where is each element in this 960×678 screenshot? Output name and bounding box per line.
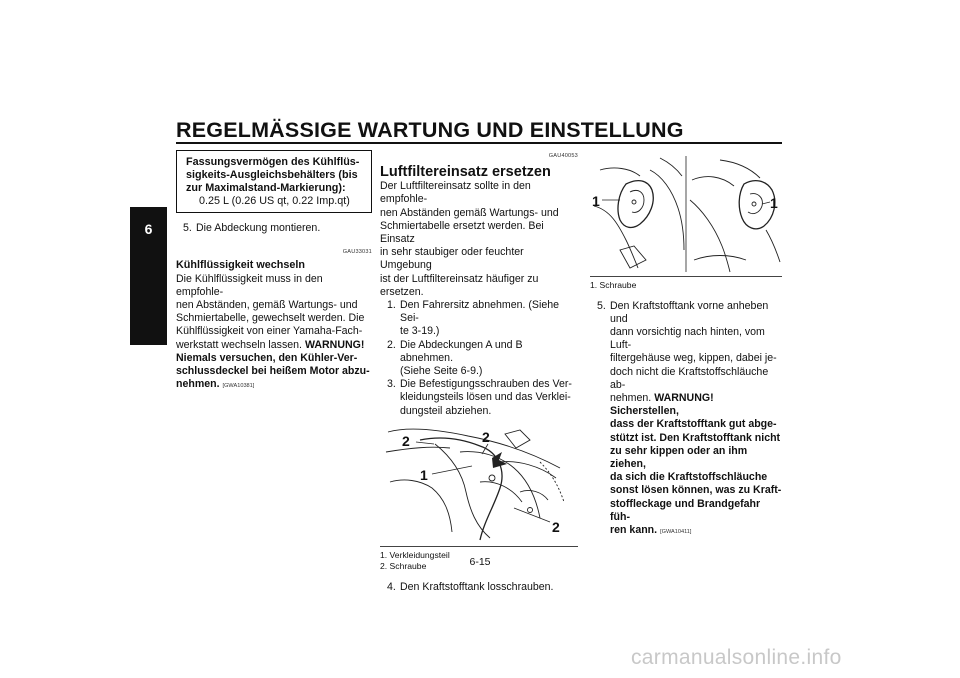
step-line: Den Fahrersitz abnehmen. (Siehe Sei-: [400, 299, 559, 325]
step-4: [380, 581, 578, 594]
step-line: Den Kraftstofftank vorne anheben und: [610, 299, 769, 325]
step-line: kleidungsteils lösen und das Verklei-: [400, 391, 571, 404]
callout-1: 1: [770, 195, 778, 211]
step-line: doch nicht die Kraftstoffschläuche ab-: [610, 365, 769, 391]
warning-label: WARNUNG! Sicherstellen,: [610, 391, 714, 418]
step-line: nehmen.: [610, 391, 652, 404]
body-line: werkstatt wechseln lassen.: [176, 338, 303, 351]
step-line: dann vorsichtig nach hinten, vom Luft-: [610, 325, 765, 352]
watermark: carmanualsonline.info: [631, 646, 842, 669]
capacity-box: [176, 150, 372, 213]
warning-line: ren kann.: [610, 523, 658, 536]
intro-line: nen Abständen gemäß Wartungs- und: [380, 206, 559, 219]
step-5: [176, 222, 372, 235]
step-number: 5.: [183, 222, 192, 234]
title-rule: [176, 142, 782, 144]
legend-item: 1. Schraube: [590, 280, 637, 290]
fuel-tank-figure: [590, 150, 782, 276]
warning-line: nehmen.: [176, 378, 220, 391]
body-line: Schmiertabelle, gewechselt werden. Die: [176, 312, 365, 325]
step-2: [380, 339, 578, 379]
section-heading: Luftfiltereinsatz ersetzen: [380, 164, 551, 181]
column-1: [176, 150, 372, 393]
step-line: te 3-19.): [400, 325, 440, 338]
section-heading: Kühlflüssigkeit wechseln: [176, 259, 305, 272]
intro-text: [380, 180, 578, 299]
warning-line: zu sehr kippen oder an ihm ziehen,: [610, 444, 748, 470]
capacity-value: 0.25 L (0.26 US qt, 0.22 Imp.qt): [199, 195, 350, 207]
warning-line: dass der Kraftstofftank gut abge-: [610, 418, 777, 431]
step-5: [590, 300, 782, 540]
capacity-label-line: zur Maximalstand-Markierung):: [186, 182, 346, 194]
warning-line: sonst lösen können, was zu Kraft-: [610, 484, 782, 497]
legend-item: 2. Schraube: [380, 561, 427, 572]
step-line: Die Befestigungsschrauben des Ver-: [400, 378, 572, 391]
step-number: 5.: [597, 299, 606, 312]
step-number: 1.: [387, 299, 396, 312]
page-number: 6-15: [469, 556, 491, 568]
body-text: [176, 273, 372, 394]
callout-1: 1: [420, 466, 428, 483]
intro-line: in sehr staubiger oder feuchter Umgebung: [380, 246, 524, 272]
callout-2: 2: [402, 432, 410, 449]
column-2: [380, 150, 578, 594]
intro-line: Schmiertabelle ersetzt werden. Bei Einsatz: [380, 219, 544, 246]
warning-label: WARNUNG!: [304, 338, 365, 351]
body-line: Die Kühlflüssigkeit muss in den empfohle-: [176, 272, 323, 298]
warning-line: stützt ist. Den Kraftstofftank nicht: [610, 431, 781, 444]
warning-line: da sich die Kraftstoffschläuche: [610, 471, 768, 484]
step-line: dungsteil abziehen.: [400, 404, 492, 417]
step-3: [380, 378, 578, 418]
figure-legend: [590, 276, 782, 292]
body-line: Kühlflüssigkeit von einer Yamaha-Fach-: [176, 325, 363, 338]
legend-item: 1. Verkleidungsteil: [380, 549, 450, 560]
step-line: (Siehe Seite 6-9.): [400, 365, 483, 378]
step-line: Die Abdeckungen A und B abnehmen.: [400, 338, 523, 364]
page-title: REGELMÄSSIGE WARTUNG UND EINSTELLUNG: [176, 118, 684, 142]
step-text: Den Kraftstofftank losschrauben.: [400, 580, 554, 593]
callout-1: 1: [592, 193, 600, 209]
column-3: [590, 150, 782, 539]
chapter-tab: 6: [130, 207, 167, 345]
step-line: filtergehäuse weg, kippen, dabei je-: [610, 352, 777, 365]
step-number: 4.: [387, 580, 396, 593]
intro-line: ist der Luftfiltereinsatz häufiger zu ersetzen.: [380, 272, 539, 298]
warning-line: stoffleckage und Brandgefahr füh-: [610, 497, 761, 523]
intro-line: Der Luftfiltereinsatz sollte in den empfohle-: [380, 180, 531, 206]
warning-code: [GWA10411]: [660, 528, 692, 535]
body-line: nen Abständen, gemäß Wartungs- und: [176, 299, 358, 312]
section-code: GAU33031: [342, 249, 372, 256]
fairing-figure: [380, 422, 576, 544]
warning-line: schlussdeckel bei heißem Motor abzu-: [176, 365, 370, 378]
warning-code: [GWA10381]: [222, 383, 255, 390]
step-number: 2.: [387, 338, 396, 351]
capacity-label-line: Fassungsvermögen des Kühlflüs-: [186, 156, 360, 168]
warning-line: Niemals versuchen, den Kühler-Ver-: [176, 351, 358, 364]
step-1: [380, 299, 578, 339]
callout-2: 2: [552, 518, 560, 535]
callout-2: 2: [482, 428, 490, 445]
capacity-label-line: sigkeits-Ausgleichsbehälters (bis: [186, 169, 358, 181]
section-code: GAU40053: [548, 153, 578, 159]
step-text: Die Abdeckung montieren.: [196, 222, 321, 234]
step-number: 3.: [387, 378, 396, 391]
